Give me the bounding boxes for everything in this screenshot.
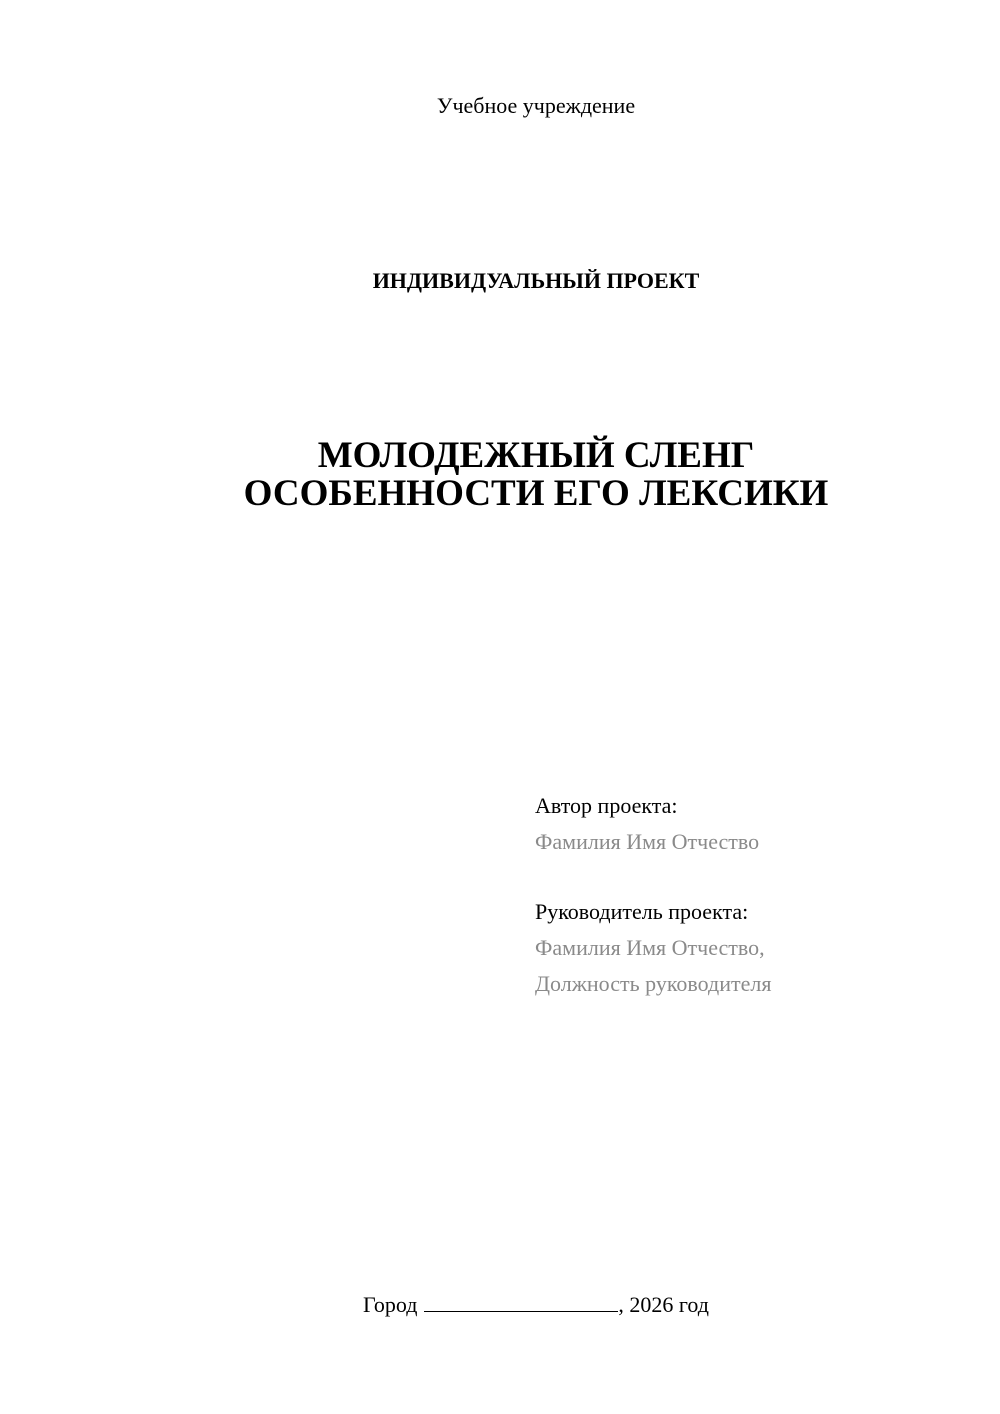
credits-spacer: [535, 860, 975, 894]
institution-name: Учебное учреждение: [436, 93, 636, 118]
project-title-line-1: МОЛОДЕЖНЫЙ СЛЕНГ: [317, 435, 755, 476]
supervisor-name: Фамилия Имя Отчество,: [535, 935, 765, 960]
year-text: , 2026 год: [618, 1292, 709, 1317]
project-title: [0, 437, 1000, 513]
city-label: Город: [363, 1292, 418, 1317]
author-name: Фамилия Имя Отчество: [535, 829, 760, 854]
author-label: Автор проекта:: [535, 793, 678, 818]
project-type-heading: ИНДИВИДУАЛЬНЫЙ ПРОЕКТ: [372, 268, 700, 293]
supervisor-position: Должность руководителя: [535, 971, 772, 996]
credits-block: [535, 788, 975, 1002]
city-blank-line: [424, 1291, 618, 1312]
project-title-line-2: ОСОБЕННОСТИ ЕГО ЛЕКСИКИ: [243, 473, 829, 514]
supervisor-label: Руководитель проекта:: [535, 899, 749, 924]
footer-city-year: [0, 1290, 1000, 1320]
